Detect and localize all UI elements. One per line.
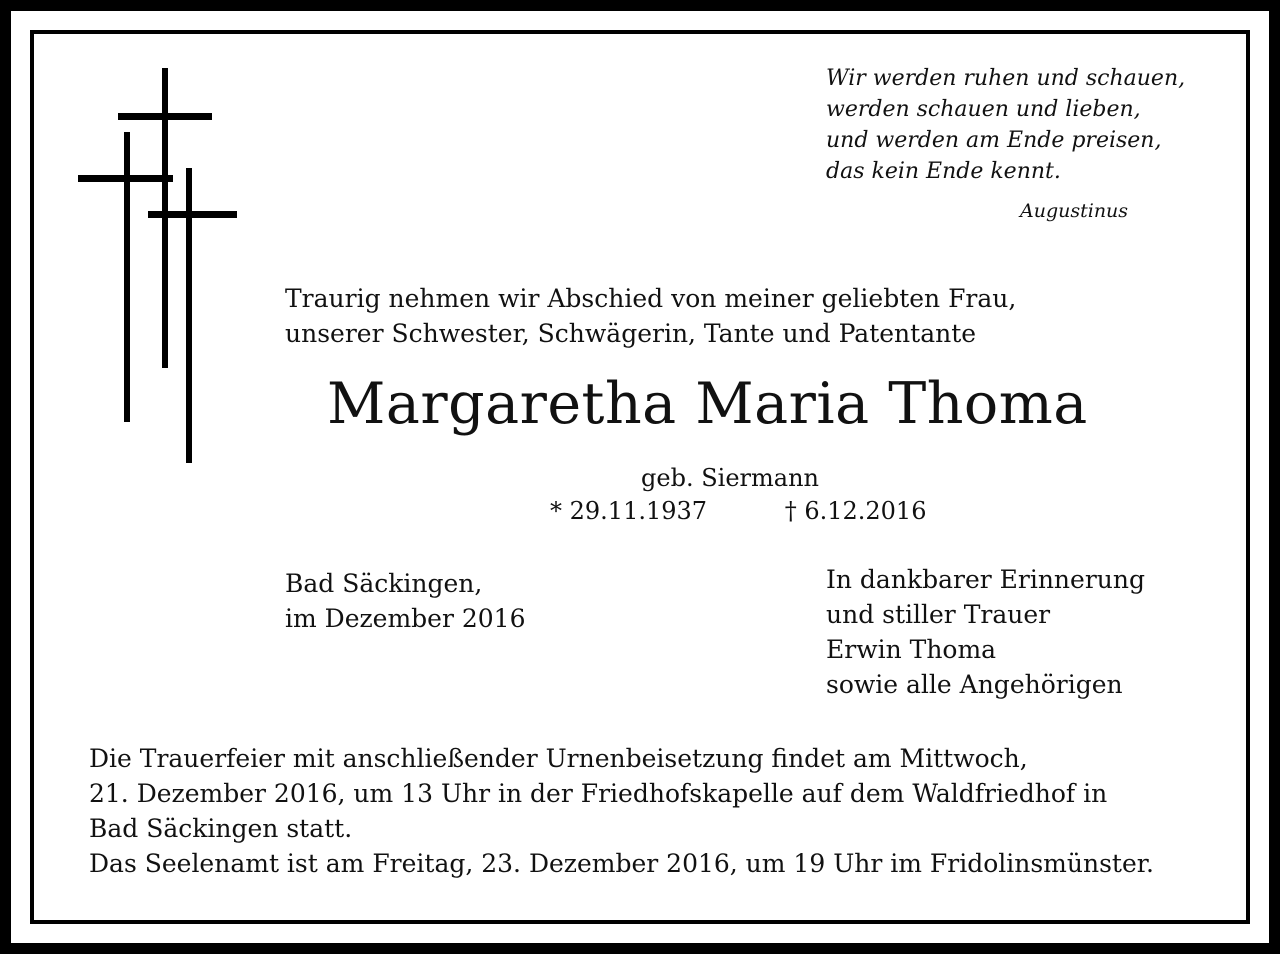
place-line: Bad Säckingen, — [285, 569, 483, 598]
life-dates — [550, 497, 926, 525]
born-name: geb. Siermann — [641, 464, 819, 492]
service-line: Die Trauerfeier mit anschließender Urnenbeisetzung findet am Mittwoch, — [89, 744, 1028, 773]
birth-date: * 29.11.1937 — [550, 497, 708, 525]
service-line: Das Seelenamt ist am Freitag, 23. Dezember 2016, um 19 Uhr im Fridolinsmünster. — [89, 849, 1154, 878]
mourners-line: sowie alle Angehörigen — [826, 670, 1123, 699]
mourners-line: In dankbarer Erinnerung — [826, 565, 1145, 594]
quote-verse — [826, 63, 1185, 187]
place-line: im Dezember 2016 — [285, 604, 526, 633]
quote-author: Augustinus — [1020, 200, 1129, 222]
quote-line: werden schauen und lieben, — [826, 97, 1141, 122]
intro-text — [285, 281, 1016, 351]
quote-line: und werden am Ende preisen, — [826, 128, 1162, 153]
mourners-line: Erwin Thoma — [826, 635, 997, 664]
intro-line: Traurig nehmen wir Abschied von meiner geliebten Frau, — [285, 284, 1017, 313]
service-info — [89, 741, 1154, 881]
mourners-block — [826, 562, 1145, 702]
deceased-name: Margaretha Maria Thoma — [327, 371, 1088, 437]
death-date: † 6.12.2016 — [784, 497, 927, 525]
service-line: Bad Säckingen statt. — [89, 814, 353, 843]
mourners-line: und stiller Trauer — [826, 600, 1051, 629]
quote-line: Wir werden ruhen und schauen, — [826, 66, 1186, 91]
quote-line: das kein Ende kennt. — [826, 159, 1061, 184]
service-line: 21. Dezember 2016, um 13 Uhr in der Friedhofskapelle auf dem Waldfriedhof in — [89, 779, 1108, 808]
intro-line: unserer Schwester, Schwägerin, Tante und Patentante — [285, 319, 977, 348]
place-and-date — [285, 566, 525, 636]
